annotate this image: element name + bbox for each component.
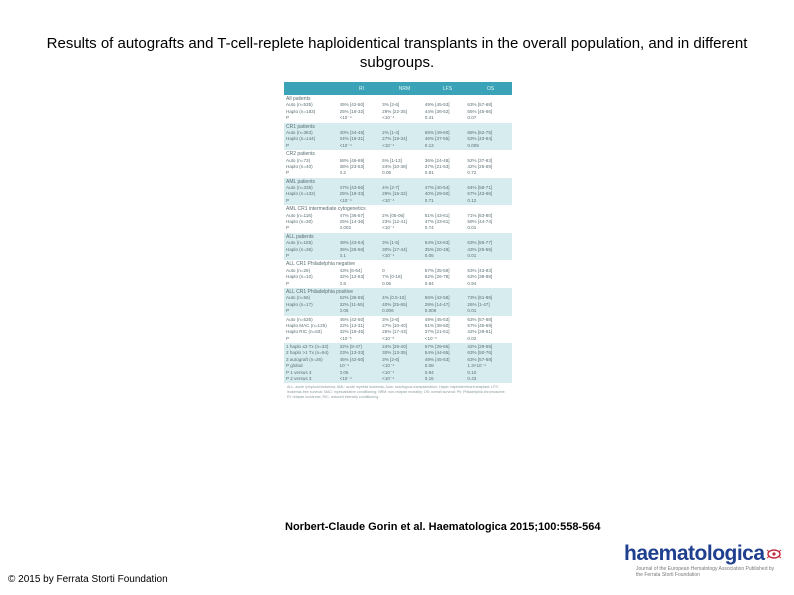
table-cell: 29% [14-47] — [424, 301, 450, 307]
table-cell: 0.12 — [467, 197, 477, 203]
row-label: P — [286, 252, 290, 258]
table-cell: 37% [21-53] — [424, 163, 450, 169]
row-label: Auto (n=56) — [286, 295, 311, 301]
table-cell: 57% [35-59] — [424, 267, 450, 273]
row-label: Auto (n=73) — [286, 157, 311, 163]
table-cell: 0 — [382, 267, 385, 273]
table-header — [284, 82, 512, 95]
table-cell: <10⁻⁴ — [339, 197, 352, 203]
table-cell: 54% [44-65] — [424, 350, 450, 356]
table-cell: 0.41 — [424, 115, 434, 121]
row-label: 1 haplo ≤3 Tx (n=33) — [286, 344, 329, 350]
table-cell: <10⁻⁴ — [382, 197, 395, 203]
table-row — [286, 281, 510, 287]
table-body — [284, 95, 512, 383]
table-cell: 0.002 — [339, 225, 352, 231]
table-cell: 1.3×10⁻⁴ — [467, 363, 486, 369]
table-row — [286, 253, 510, 259]
row-label: Haplo (n=40) — [286, 163, 313, 169]
table-cell: 32% [18-45] — [339, 329, 365, 335]
logo-subtitle: Journal of the European Hematology Association Published by the Ferrata Storti Foundation — [636, 566, 775, 578]
table-row — [286, 170, 510, 176]
table-cell: 0.94 — [424, 280, 434, 286]
table-group — [284, 233, 512, 261]
slide-title: Results of autografts and T-cell-replete haploidentical transplants in the overall population, and in different subgroups. — [46, 35, 748, 71]
group-title: AML patients — [286, 178, 315, 185]
row-label: Haplo (n=30) — [286, 219, 313, 225]
row-label: P — [286, 197, 290, 203]
table-cell: <10⁻⁴ — [382, 225, 395, 231]
group-title: ALL CR1 Philadelphia negative — [286, 261, 356, 268]
table-cell: 0.71 — [424, 197, 434, 203]
header-cell-os: OS — [486, 85, 495, 92]
group-title: CR2 patients — [286, 151, 315, 158]
table-cell: 57% [45-69] — [467, 322, 493, 328]
table-cell: 0.02 — [467, 335, 477, 341]
table-row — [286, 308, 510, 314]
table-cell: 0.05 — [339, 369, 349, 375]
table-group — [284, 95, 512, 123]
table-cell: 0.8 — [339, 280, 346, 286]
table-cell: 48% [43-54] — [339, 240, 365, 246]
table-cell: 47% [33-61] — [424, 219, 450, 225]
table-cell: 0.01 — [467, 252, 477, 258]
table-cell: 0.006 — [382, 308, 394, 314]
row-label: Haplo (n=10) — [286, 274, 313, 280]
table-cell: 27% [19-34] — [382, 136, 407, 142]
haematologica-logo — [616, 542, 786, 582]
row-label: Auto (n=116) — [286, 212, 313, 218]
table-cell: 45% [42-50] — [339, 356, 365, 362]
table-cell: 0.05 — [424, 252, 434, 258]
row-label: P — [286, 170, 290, 176]
table-cell: 63% [55-77] — [467, 240, 493, 246]
table-cell: 53% [43-64] — [467, 136, 493, 142]
header-cell-nrm: NRM — [398, 85, 411, 92]
row-label: Auto (n=383) — [286, 129, 313, 135]
results-table — [284, 82, 512, 484]
table-cell: 22% [13-31] — [339, 322, 365, 328]
table-cell: 30% [17-44] — [382, 246, 407, 252]
table-cell: 71% [63-80] — [467, 212, 493, 218]
row-label: P — [286, 280, 290, 286]
table-group — [284, 316, 512, 344]
table-row — [286, 336, 510, 342]
table-cell: <10⁻⁴ — [339, 142, 352, 148]
row-label: Auto (n=535) — [286, 316, 313, 322]
table-cell: 54% [43-63] — [424, 240, 450, 246]
group-title: ALL patients — [286, 233, 314, 240]
table-cell: 0.10 — [467, 369, 477, 375]
group-title: CR1 patients — [286, 123, 315, 130]
table-cell: 0.1 — [339, 252, 346, 258]
table-cell: 63% [43-83] — [467, 267, 493, 273]
table-cell: 49% [45-53] — [424, 102, 450, 108]
table-cell: 30% [13-35] — [382, 350, 407, 356]
table-row — [286, 376, 510, 382]
table-cell: 0.01 — [467, 308, 477, 314]
table-cell: 3% [2-6] — [382, 356, 400, 362]
header-cell-ri: RI — [359, 85, 364, 92]
row-label: Haplo MAC (n=125) — [286, 322, 327, 328]
table-cell: 68% [62-75] — [467, 129, 493, 135]
header-cell-lfs: LFS — [442, 85, 453, 92]
row-label: Auto (n=535) — [286, 102, 313, 108]
table-cell: 40% [29-50] — [424, 191, 450, 197]
table-cell: 0.43 — [467, 376, 477, 382]
table-cell: 45% [42-50] — [339, 316, 365, 322]
table-cell: 43% [6-64] — [339, 267, 362, 273]
table-cell: <10⁻⁴ — [382, 142, 395, 148]
table-group — [284, 288, 512, 316]
row-label: Haplo (n=36) — [286, 246, 313, 252]
table-cell: 3% [2-6] — [382, 102, 400, 108]
table-cell: <10⁻⁵ — [382, 335, 395, 341]
table-cell: 0.81 — [424, 170, 434, 176]
table-group — [284, 123, 512, 151]
table-cell: 0.07 — [467, 115, 477, 121]
table-cell: 37% [21-51] — [424, 329, 450, 335]
table-cell: 63% [57-68] — [467, 316, 493, 322]
table-cell: <10⁻⁴ — [382, 252, 395, 258]
table-cell: 2% [05-06] — [382, 212, 405, 218]
table-cell: 0.94 — [467, 280, 477, 286]
table-cell: <10⁻⁴ — [339, 115, 352, 121]
table-cell: 25% [17-43] — [382, 329, 407, 335]
table-cell: 40% [34-45] — [339, 129, 365, 135]
table-cell: 0.05 — [382, 170, 392, 176]
table-cell: 25% [18-32] — [339, 108, 365, 114]
table-cell: <10⁻⁵ — [424, 335, 437, 341]
table-cell: 42% [28-61] — [467, 329, 493, 335]
cell-emblem-icon — [766, 548, 782, 560]
table-group — [284, 150, 512, 178]
table-cell: 5% [1-13] — [382, 157, 402, 163]
table-cell: 24% [10-38] — [382, 163, 407, 169]
table-footnote: ALL: acute lymphoid leukemia; AML: acute myeloid leukemia; Auto: autologous transplantation; Haplo: haploidentical transplant; LFS: leukemia-free survival; MAC: myeloablative conditioning; NRM: non-relapse mortality; OS: overall survival; Ph: Philadelphia chromosome; RI: relapse incidence; RIC: reduced intensity conditioning. — [287, 385, 506, 399]
table-cell: 55% [49-60] — [424, 129, 450, 135]
group-title: AML CR1 intermediate cytogenetics — [286, 206, 366, 213]
table-cell: 0.05 — [382, 280, 392, 286]
table-cell: 52% [36-55] — [339, 295, 365, 301]
row-label: Auto (n=335) — [286, 185, 313, 191]
table-cell: 45% [42-50] — [339, 102, 365, 108]
table-cell: 42% [25-59] — [467, 163, 493, 169]
table-cell: 4% [2-7] — [382, 185, 400, 191]
table-cell: 0.08 — [424, 363, 434, 369]
table-cell: 23% [12-41] — [382, 219, 407, 225]
table-cell: 2% [1-4] — [382, 129, 400, 135]
citation: Norbert-Claude Gorin et al. Haematologica 2015;100:558-564 — [285, 521, 601, 533]
table-cell: 0.01 — [467, 225, 477, 231]
table-cell: 64% [58-71] — [467, 185, 493, 191]
table-cell: 47% [40-54] — [424, 185, 450, 191]
row-label: 3 autograft (n=26) — [286, 356, 323, 362]
table-cell: 42% [29-55] — [467, 344, 493, 350]
table-cell: <10⁻⁴ — [382, 369, 395, 375]
logo-wordmark: haematologica — [624, 542, 765, 565]
table-cell: 35% [20-48] — [424, 246, 450, 252]
table-cell: 56% [42-58] — [424, 295, 450, 301]
table-cell: 47% [43-56] — [339, 185, 365, 191]
table-group — [284, 178, 512, 206]
table-cell: 59% [44-74] — [467, 219, 493, 225]
row-label: P 1 versus 3 — [286, 369, 312, 375]
table-cell: 36% [24-48] — [424, 157, 450, 163]
table-group — [284, 260, 512, 288]
table-cell: <10⁻⁴ — [339, 376, 352, 382]
table-cell: <10⁻⁴ — [382, 376, 395, 382]
table-cell: 52% [26-78] — [424, 274, 450, 280]
table-cell: 49% [45-53] — [424, 316, 450, 322]
row-label: Haplo (n=183) — [286, 108, 316, 114]
table-cell: 51% [38-60] — [424, 322, 450, 328]
row-label: Haplo (n=132) — [286, 191, 316, 197]
row-label: P — [286, 308, 290, 314]
group-title: All patients — [286, 96, 311, 102]
table-cell: 25% [14-36] — [339, 219, 365, 225]
table-cell: 47% [36-57] — [339, 212, 365, 218]
table-group — [284, 343, 512, 383]
table-cell: 44% [36-52] — [424, 108, 450, 114]
table-cell: 29% [22-35] — [382, 108, 407, 114]
table-cell: 0.94 — [424, 369, 434, 375]
table-cell: 29% [15-32] — [382, 191, 407, 197]
table-cell: 58% [46-69] — [339, 157, 365, 163]
row-label: P — [286, 142, 290, 148]
row-label: Auto (n=165) — [286, 240, 313, 246]
table-cell: 24% [18-31] — [339, 136, 365, 142]
row-label: P — [286, 225, 290, 231]
table-cell: 26% [1-47] — [467, 301, 490, 307]
row-label: P global — [286, 363, 303, 369]
table-row — [286, 198, 510, 204]
row-label: P — [286, 115, 290, 121]
table-cell: <10⁻⁴ — [382, 363, 395, 369]
table-cell: 63% [38-88] — [467, 274, 493, 280]
table-cell: 0.06 — [339, 308, 349, 314]
row-label: 2 haplo >1 Tx (n=94) — [286, 350, 329, 356]
table-cell: 3% [1-5] — [382, 240, 400, 246]
row-label: P 2 versus 3 — [286, 376, 312, 382]
table-cell: <10⁻⁴ — [382, 115, 395, 121]
table-cell: 63% [50-76] — [467, 350, 493, 356]
table-cell: 73% [61-85] — [467, 295, 493, 301]
table-cell: 25% [18-33] — [339, 191, 365, 197]
table-cell: 52% [37-63] — [467, 157, 493, 163]
row-label: Haplo (n=144) — [286, 136, 316, 142]
row-label: P — [286, 335, 290, 341]
table-cell: 63% [57-68] — [467, 356, 493, 362]
table-cell: 63% [57-68] — [467, 102, 493, 108]
table-row — [286, 143, 510, 149]
table-cell: 27% [10-40] — [382, 322, 407, 328]
table-cell: 3% [2-6] — [382, 316, 400, 322]
row-label: Auto (n=26) — [286, 267, 311, 273]
table-cell: 32% [8-47] — [339, 344, 362, 350]
table-cell: 32% [12-63] — [339, 274, 365, 280]
table-cell: 55% [45-66] — [467, 108, 493, 114]
table-cell: 0.74 — [424, 225, 434, 231]
table-cell: 23% [13-33] — [339, 350, 365, 356]
group-title: ALL CR1 Philadelphia positive — [286, 288, 354, 295]
row-label: Haplo (n=17) — [286, 301, 313, 307]
table-cell: 7% [0-18] — [382, 274, 402, 280]
table-cell: 38% [23-53] — [339, 163, 365, 169]
table-cell: 49% [45-53] — [424, 356, 450, 362]
table-cell: 0.2 — [339, 170, 346, 176]
table-cell: <10⁻⁵ — [339, 335, 352, 341]
table-cell: 0.13 — [424, 142, 434, 148]
table-cell: 0.005 — [467, 142, 479, 148]
row-label: Haplo RIC (n=63) — [286, 329, 322, 335]
table-cell: 24% [29-40] — [382, 344, 407, 350]
table-cell: 10⁻⁴ — [339, 363, 350, 369]
table-row — [286, 115, 510, 121]
table-cell: 46% [37-55] — [424, 136, 450, 142]
table-cell: 40% [25-65] — [382, 301, 407, 307]
table-cell: 0.72 — [467, 170, 477, 176]
table-cell: 0.15 — [424, 376, 434, 382]
table-cell: 0.006 — [424, 308, 437, 314]
table-cell: 32% [11-55] — [339, 301, 364, 307]
table-row — [286, 225, 510, 231]
table-cell: 57% [39-65] — [424, 344, 450, 350]
table-cell: 57% [43-66] — [467, 191, 493, 197]
copyright: © 2015 by Ferrata Storti Foundation — [8, 574, 168, 585]
table-cell: 4% [0.5-10] — [382, 295, 406, 301]
table-cell: 43% [25-55] — [467, 246, 493, 252]
table-group — [284, 205, 512, 233]
table-cell: 35% [25-50] — [339, 246, 365, 252]
table-cell: 51% [43-61] — [424, 212, 450, 218]
